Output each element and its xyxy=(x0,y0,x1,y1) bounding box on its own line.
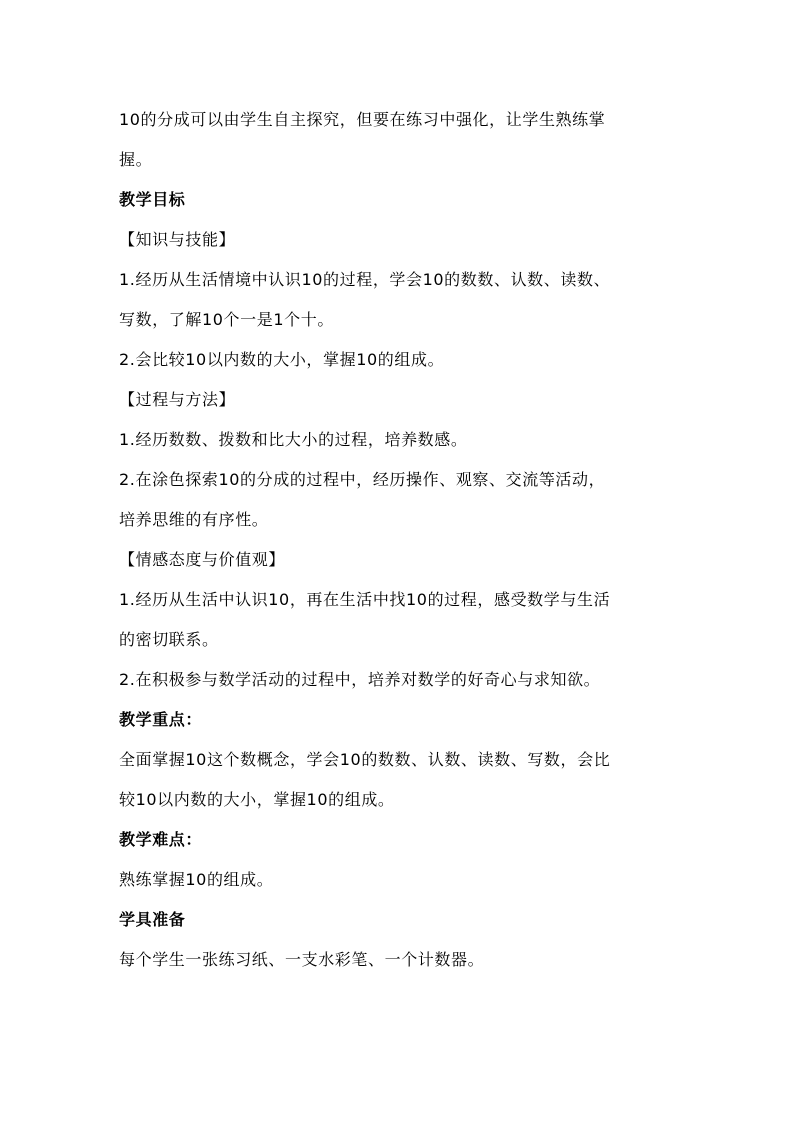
section-heading-difficulties: 教学难点： xyxy=(119,830,203,849)
text-line: 1.经历从生活中认识10，再在生活中找10的过程，感受数学与生活 xyxy=(119,590,611,609)
text-line: 较10以内数的大小，掌握10的组成。 xyxy=(119,790,395,809)
text-line: 熟练掌握10的组成。 xyxy=(119,870,274,889)
text-line: 写数，了解10个一是1个十。 xyxy=(119,310,334,329)
text-line: 握。 xyxy=(119,150,153,169)
text-line: 2.会比较10以内数的大小，掌握10的组成。 xyxy=(119,350,445,369)
section-heading-teaching-goals: 教学目标 xyxy=(119,190,186,209)
text-line: 2.在涂色探索10的分成的过程中，经历操作、观察、交流等活动， xyxy=(119,470,606,489)
text-line: 全面掌握10这个数概念，学会10的数数、认数、读数、写数，会比 xyxy=(119,750,611,769)
text-line: 1.经历数数、拨数和比大小的过程，培养数感。 xyxy=(119,430,468,449)
text-line: 每个学生一张练习纸、一支水彩笔、一个计数器。 xyxy=(119,950,485,969)
text-line: 的密切联系。 xyxy=(119,630,219,649)
document-content xyxy=(119,100,689,980)
section-heading-materials: 学具准备 xyxy=(119,910,186,929)
subsection-label-emotion-values: 【情感态度与价值观】 xyxy=(119,550,286,569)
text-line: 10的分成可以由学生自主探究，但要在练习中强化，让学生熟练掌 xyxy=(119,110,606,129)
subsection-label-knowledge-skills: 【知识与技能】 xyxy=(119,230,236,249)
text-line: 培养思维的有序性。 xyxy=(119,510,269,529)
section-heading-key-points: 教学重点： xyxy=(119,710,203,729)
subsection-label-process-method: 【过程与方法】 xyxy=(119,390,236,409)
text-line: 2.在积极参与数学活动的过程中，培养对数学的好奇心与求知欲。 xyxy=(119,670,601,689)
text-line: 1.经历从生活情境中认识10的过程，学会10的数数、认数、读数、 xyxy=(119,270,611,289)
